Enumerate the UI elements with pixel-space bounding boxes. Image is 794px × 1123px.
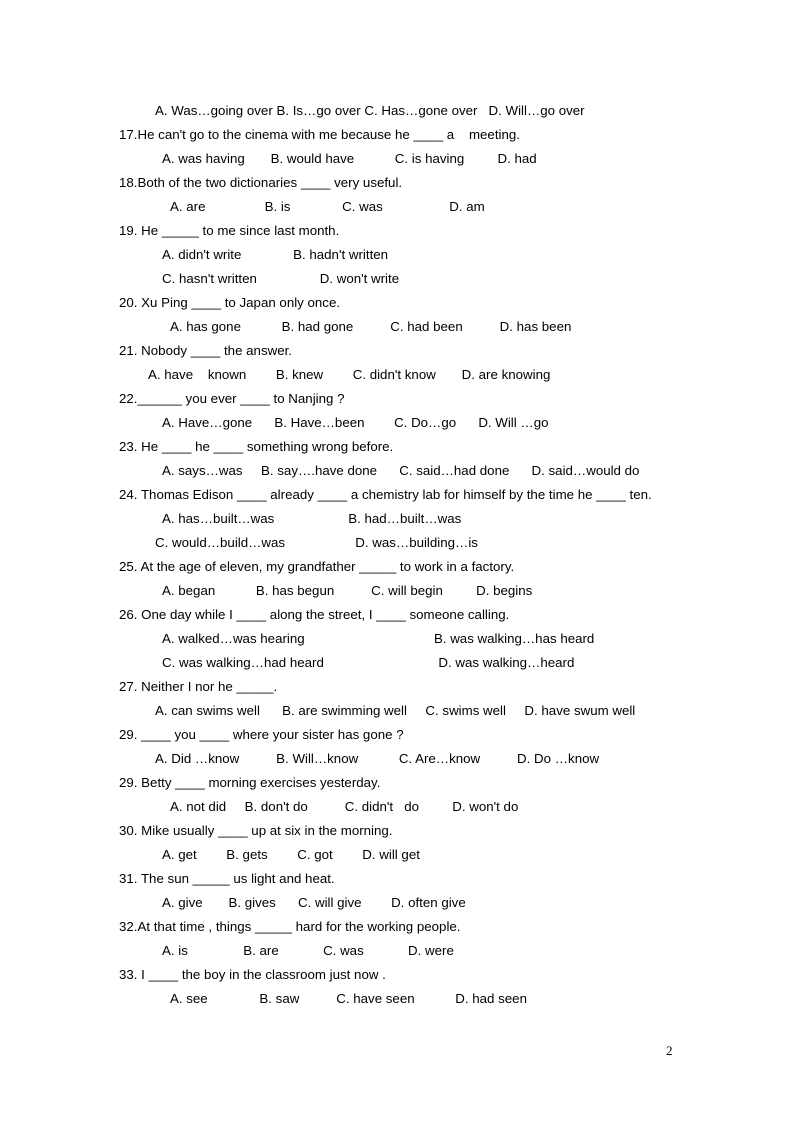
option-line-19b: C. hasn't written D. won't write: [162, 271, 400, 286]
option-line-23: A. says…was B. say….have done C. said…had done D. said…would do: [162, 463, 640, 478]
question-25: 25. At the age of eleven, my grandfather _____ to work in a factory.: [119, 559, 515, 574]
option-line-33: A. see B. saw C. have seen D. had seen: [170, 991, 527, 1006]
page-number: 2: [666, 1043, 673, 1058]
option-line-29: A. not did B. don't do C. didn't do D. won't do: [170, 799, 519, 814]
question-18: 18.Both of the two dictionaries ____ very useful.: [119, 175, 403, 190]
option-line-19a: A. didn't write B. hadn't written: [162, 247, 389, 262]
option-line-27: A. can swims well B. are swimming well C. swims well D. have swum well: [155, 703, 636, 718]
option-line-32: A. is B. are C. was D. were: [162, 943, 454, 958]
question-27: 27. Neither I nor he _____.: [119, 679, 278, 694]
question-28: 29. ____ you ____ where your sister has gone ?: [119, 727, 404, 742]
question-17: 17.He can't go to the cinema with me because he ____ a meeting.: [119, 127, 520, 142]
option-line-26b: C. was walking…had heard D. was walking…heard: [162, 655, 575, 670]
question-29: 29. Betty ____ morning exercises yesterday.: [119, 775, 381, 790]
option-line-31: A. give B. gives C. will give D. often give: [162, 895, 466, 910]
option-line-22: A. Have…gone B. Have…been C. Do…go D. Will …go: [162, 415, 549, 430]
option-line-25: A. began B. has begun C. will begin D. begins: [162, 583, 533, 598]
option-line-24b: C. would…build…was D. was…building…is: [155, 535, 478, 550]
question-19: 19. He _____ to me since last month.: [119, 223, 340, 238]
question-22: 22.______ you ever ____ to Nanjing ?: [119, 391, 345, 406]
option-line-26a: A. walked…was hearing B. was walking…has heard: [162, 631, 595, 646]
question-24: 24. Thomas Edison ____ already ____ a chemistry lab for himself by the time he ____ ten.: [119, 487, 652, 502]
option-line-30: A. get B. gets C. got D. will get: [162, 847, 420, 862]
question-20: 20. Xu Ping ____ to Japan only once.: [119, 295, 341, 310]
question-31: 31. The sun _____ us light and heat.: [119, 871, 335, 886]
option-line-24a: A. has…built…was B. had…built…was: [162, 511, 462, 526]
question-21: 21. Nobody ____ the answer.: [119, 343, 292, 358]
option-line-20: A. has gone B. had gone C. had been D. has been: [170, 319, 572, 334]
option-line-16: A. Was…going over B. Is…go over C. Has…gone over D. Will…go over: [155, 103, 585, 118]
option-line-21: A. have known B. knew C. didn't know D. are knowing: [148, 367, 551, 382]
question-26: 26. One day while I ____ along the street, I ____ someone calling.: [119, 607, 510, 622]
option-line-28: A. Did …know B. Will…know C. Are…know D. Do …know: [155, 751, 600, 766]
option-line-18: A. are B. is C. was D. am: [170, 199, 485, 214]
option-line-17: A. was having B. would have C. is having D. had: [162, 151, 537, 166]
question-23: 23. He ____ he ____ something wrong before.: [119, 439, 394, 454]
question-30: 30. Mike usually ____ up at six in the morning.: [119, 823, 393, 838]
question-32: 32.At that time , things _____ hard for the working people.: [119, 919, 461, 934]
question-33: 33. I ____ the boy in the classroom just now .: [119, 967, 386, 982]
